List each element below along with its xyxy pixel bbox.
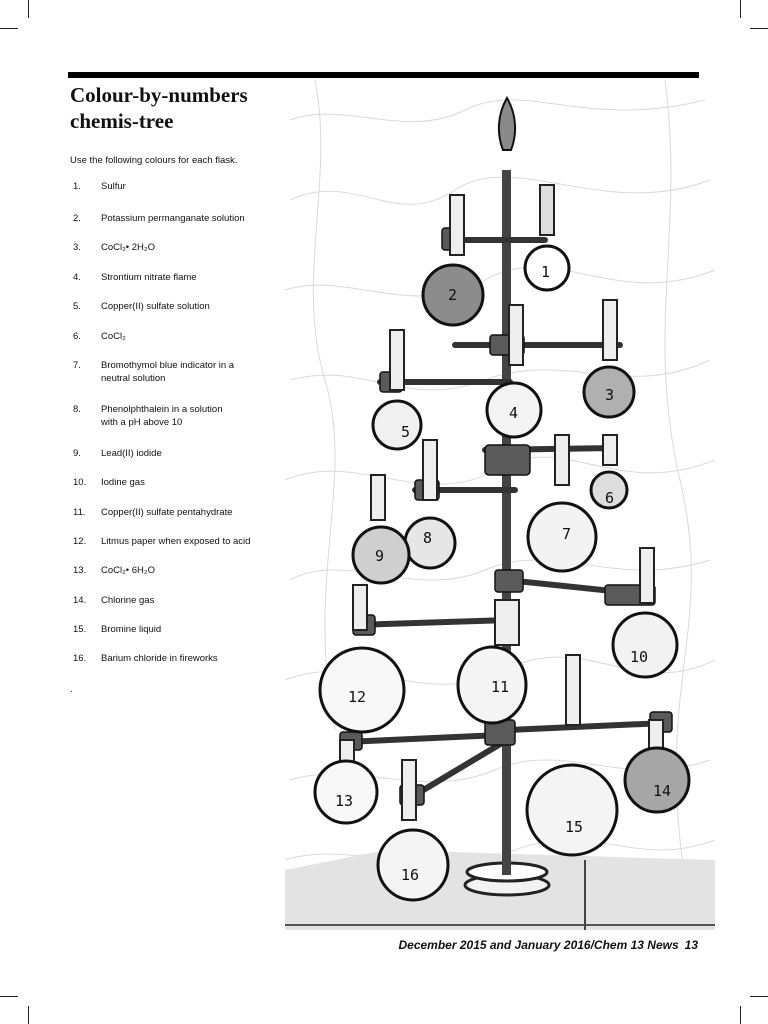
item-number: 1. (73, 181, 81, 192)
item-text: Iodine gas (101, 477, 145, 488)
crop-mark (0, 28, 18, 29)
flask-label: 13 (335, 792, 354, 810)
crop-mark (740, 1006, 741, 1024)
item-number: 14. (73, 595, 87, 606)
item-text: CoCl₂ (101, 331, 126, 342)
flask-8 (405, 440, 455, 568)
flask-2 (423, 195, 483, 325)
flask-label: 7 (562, 525, 572, 543)
crop-mark (750, 996, 768, 997)
title-line: chemis-tree (70, 109, 174, 133)
intro-text: Use the following colours for each flask. (70, 155, 238, 166)
item-text: Sulfur (101, 181, 126, 192)
item-text: CoCl₂• 6H₂O (101, 565, 155, 576)
item-text: Litmus paper when exposed to acid (101, 536, 251, 547)
item-text: Phenolphthalein in a solution with a pH above 10 (101, 404, 223, 428)
item-text: Bromothymol blue indicator in a neutral solution (101, 360, 235, 384)
item-number: 16. (73, 653, 87, 664)
flask-13 (315, 740, 377, 823)
flask-label: 8 (423, 529, 433, 547)
item-number: 9. (73, 448, 81, 459)
chemistree-illustration (285, 80, 715, 930)
item-number: 11. (73, 507, 86, 518)
item-number: 5. (73, 301, 81, 312)
item-number: 13. (73, 565, 87, 576)
top-rule (68, 72, 699, 78)
flask-label: 12 (348, 688, 367, 706)
flask-label: 6 (605, 489, 615, 507)
item-text: Bromine liquid (101, 624, 162, 635)
crop-mark (750, 28, 768, 29)
flask-label: 4 (509, 404, 519, 422)
trailing-dot: . (70, 684, 73, 695)
crop-mark (28, 1006, 29, 1024)
stand (465, 98, 549, 895)
item-text: Chlorine gas (101, 595, 155, 606)
flask-label: 11 (491, 678, 510, 696)
item-text: Strontium nitrate flame (101, 272, 197, 283)
flask-label: 15 (565, 818, 584, 836)
flask-label: 2 (448, 286, 458, 304)
flask-9 (353, 475, 409, 583)
flask-label: 16 (401, 866, 420, 884)
item-text: Copper(II) sulfate solution (101, 301, 210, 312)
item-text: Lead(II) iodide (101, 448, 162, 459)
item-number: 4. (73, 272, 81, 283)
item-number: 2. (73, 213, 81, 224)
item-number: 10. (73, 477, 87, 488)
item-number: 7. (73, 360, 81, 371)
flask-label: 3 (605, 386, 615, 404)
flask-label: 9 (375, 547, 385, 565)
page-footer (398, 938, 698, 952)
flask-label: 14 (653, 782, 672, 800)
title-line: Colour-by-numbers (70, 83, 248, 107)
flask-label: 10 (630, 648, 649, 666)
flask-12 (320, 585, 404, 732)
item-number: 8. (73, 404, 81, 415)
item-number: 6. (73, 331, 81, 342)
item-number: 3. (73, 242, 81, 253)
flask-7 (528, 435, 596, 571)
issue-line: December 2015 and January 2016/Chem 13 News (398, 938, 679, 952)
item-text: Potassium permanganate solution (101, 213, 245, 224)
item-number: 12. (73, 536, 87, 547)
page-number: 13 (684, 938, 698, 952)
flask-label: 1 (541, 263, 551, 281)
item-text: Copper(II) sulfate pentahydrate (101, 507, 233, 518)
item-text: CoCl₂• 2H₂O (101, 242, 155, 253)
item-text: Barium chloride in fireworks (101, 653, 218, 664)
page-title (70, 82, 280, 134)
crop-mark (0, 996, 18, 997)
item-number: 15. (73, 624, 87, 635)
crop-mark (740, 0, 741, 18)
flask-label: 5 (401, 423, 411, 441)
crop-mark (28, 0, 29, 18)
